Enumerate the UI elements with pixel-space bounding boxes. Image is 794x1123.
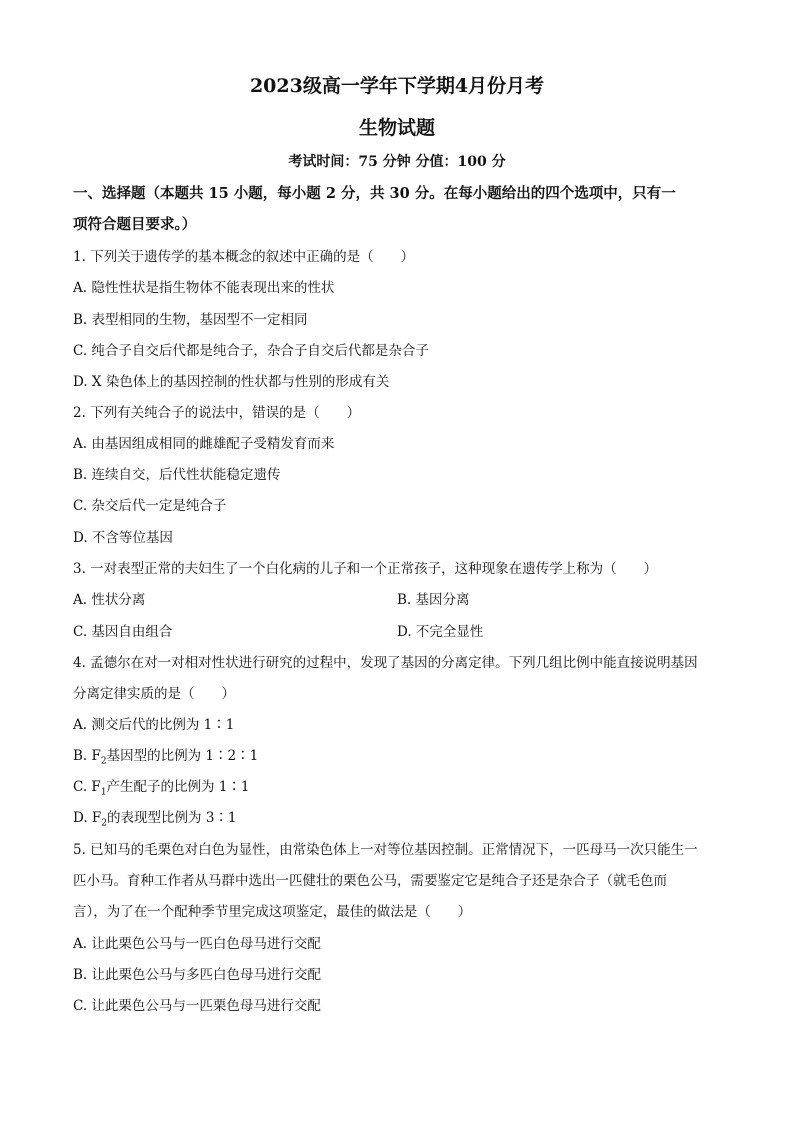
question-3-option-a: A. 性状分离 xyxy=(73,592,146,608)
question-2-option-d: D. 不含等位基因 xyxy=(73,530,173,546)
question-5-stem-line2: 匹小马。育种工作者从马群中选出一匹健壮的栗色公马，需要鉴定它是纯合子还是杂合子（就毛色而 xyxy=(73,873,667,889)
question-4-option-b xyxy=(73,744,258,767)
option-b-prefix: B. F xyxy=(73,748,101,764)
question-1-option-b: B. 表型相同的生物，基因型不一定相同 xyxy=(73,312,308,328)
question-4-option-d xyxy=(73,806,237,829)
question-2-option-b: B. 连续自交，后代性状能稳定遗传 xyxy=(73,467,281,483)
question-2-stem: 2. 下列有关纯合子的说法中，错误的是（ ） xyxy=(73,405,361,421)
exam-info: 考试时间：75 分钟 分值：100 分 xyxy=(288,154,506,170)
question-5-stem-line1: 5. 已知马的毛栗色对白色为显性，由常染色体上一对等位基因控制。正常情况下，一匹母马一次只能生一 xyxy=(73,842,698,858)
question-1-option-c: C. 纯合子自交后代都是纯合子，杂合子自交后代都是杂合子 xyxy=(73,343,429,359)
question-1-option-d: D. X 染色体上的基因控制的性状都与性别的形成有关 xyxy=(73,374,390,390)
option-d-text: 的表现型比例为 3∶1 xyxy=(107,810,237,826)
option-d-prefix: D. F xyxy=(73,810,102,826)
question-1-stem: 1. 下列关于遗传学的基本概念的叙述中正确的是（ ） xyxy=(73,249,415,265)
question-5-option-c: C. 让此栗色公马与一匹栗色母马进行交配 xyxy=(73,998,321,1014)
question-1-option-a: A. 隐性性状是指生物体不能表现出来的性状 xyxy=(73,280,335,296)
question-3-stem: 3. 一对表型正常的夫妇生了一个白化病的儿子和一个正常孩子，这种现象在遗传学上称为（ ） xyxy=(73,561,658,577)
question-5-option-b: B. 让此栗色公马与多匹白色母马进行交配 xyxy=(73,967,322,983)
section-heading-line1: 一、选择题（本题共 15 小题，每小题 2 分，共 30 分。在每小题给出的四个选项中，只有一 xyxy=(73,185,676,202)
question-5-option-a: A. 让此栗色公马与一匹白色母马进行交配 xyxy=(73,936,321,952)
question-4-stem-line2: 分离定律实质的是（ ） xyxy=(73,686,235,702)
question-4-option-c xyxy=(73,775,250,798)
question-3-option-c: C. 基因自由组合 xyxy=(73,624,173,640)
generation-subscript: 2 xyxy=(100,756,107,767)
option-c-prefix: C. F xyxy=(73,779,101,795)
question-2-option-a: A. 由基因组成相同的雌雄配子受精发育而来 xyxy=(73,436,335,452)
question-3-option-d: D. 不完全显性 xyxy=(397,624,484,640)
question-4-stem-line1: 4. 孟德尔在对一对相对性状进行研究的过程中，发现了基因的分离定律。下列几组比例中能直接说明基因 xyxy=(73,655,698,671)
option-b-text: 基因型的比例为 1∶2∶1 xyxy=(106,748,259,764)
question-2-option-c: C. 杂交后代一定是纯合子 xyxy=(73,498,227,514)
generation-subscript: 1 xyxy=(100,787,107,798)
question-3-option-b: B. 基因分离 xyxy=(397,592,470,608)
exam-title: 2023级高一学年下学期4月份月考 xyxy=(249,75,545,97)
question-5-stem-line3: 言），为了在一个配种季节里完成这项鉴定，最佳的做法是（ ） xyxy=(73,904,472,920)
generation-subscript: 2 xyxy=(101,818,108,829)
question-4-option-a: A. 测交后代的比例为 1∶1 xyxy=(73,717,235,733)
subject-title: 生物试题 xyxy=(358,117,435,139)
section-heading-line2: 项符合题目要求。） xyxy=(73,216,197,233)
option-c-text: 产生配子的比例为 1∶1 xyxy=(106,779,250,795)
